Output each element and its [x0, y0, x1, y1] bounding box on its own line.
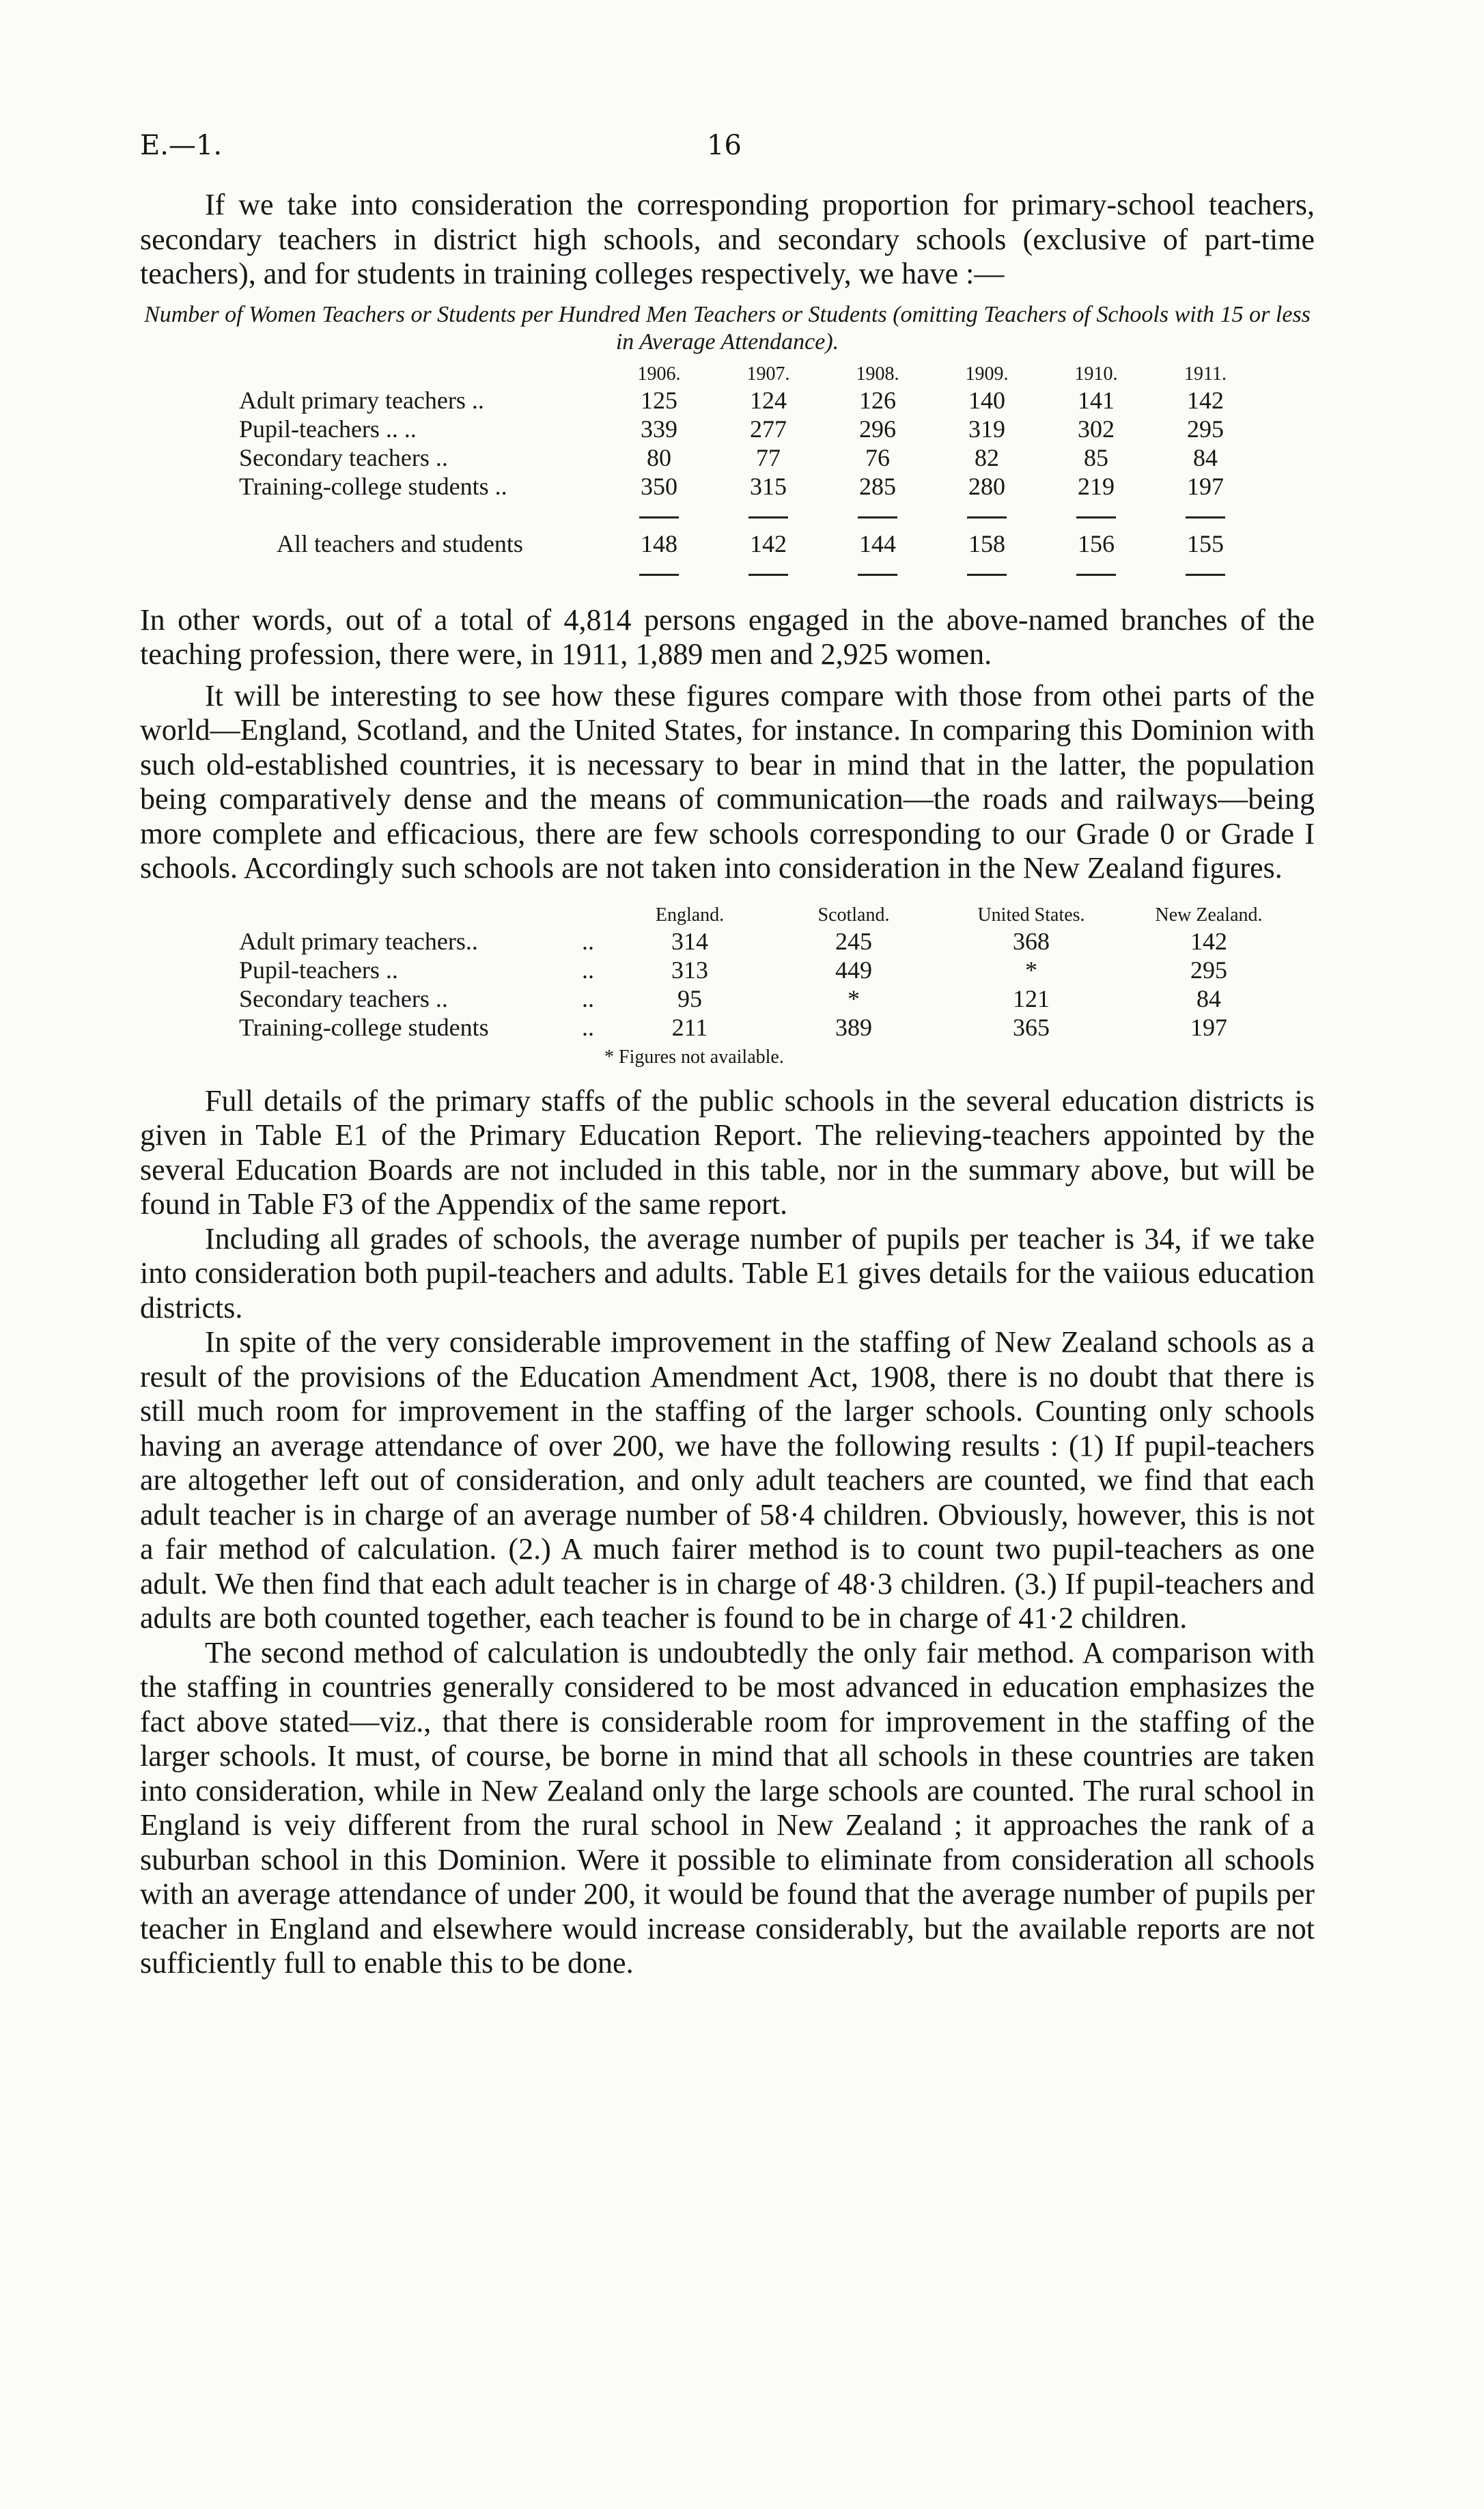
table-cell: 148 — [641, 529, 677, 557]
table-cell: 339 — [641, 415, 677, 443]
paragraph-staffing-improvement: In spite of the very considerable improvement in the staffing of New Zealand schools as a result of the provisions of the Education Amendment Act, 1908, there is no doubt that there is still much room for improvement in the staffing of the larger schools. Counting only schools having an average attendance of over 200, we have the following results : (1) If pupil-teachers are altogether left out of consideration, and only adult teachers are counted, we find that each adult teacher is in charge of an average number of 58·4 children. Obviously, however, this is not a fair method of calculation. (2.) A much fairer method is to count two pupil-teachers as one adult. We then find that each adult teacher is in charge of 48·3 children. (3.) If pupil-teachers and adults are both counted together, each teacher is found to be in charge of 41·2 children. — [140, 1325, 1315, 1635]
table-cell: 449 — [835, 956, 872, 984]
horizontal-rule — [967, 516, 1007, 518]
table-cell: 389 — [835, 1013, 872, 1041]
paragraph-comparison: It will be interesting to see how these figures compare with those from othei parts of the world—England, Scotland, and the United States, for instance. In comparing this Dominion with such old-established countries, it is necessary to bear in mind that in the latter, the population being comparatively dense and the means of communication—the roads and railways—being more complete and efficacious, there are few schools corresponding to our Grade 0 or Grade I schools. Accordingly such schools are not taken into consideration in the New Zealand figures. — [140, 678, 1315, 885]
table-row — [239, 443, 1260, 472]
row-leader: .. — [582, 956, 594, 984]
horizontal-rule — [639, 574, 679, 576]
table-cell: 80 — [647, 443, 671, 471]
table-cell: 85 — [1084, 443, 1108, 471]
table-cell: 211 — [671, 1013, 708, 1041]
table-cell: * — [1025, 956, 1037, 984]
paragraph-intro: If we take into consideration the corresponding proportion for primary-school teachers, secondary teachers in district high schools, and secondary schools (exclusive of part-time teachers), and for students in training colleges respectively, we have :— — [140, 188, 1315, 290]
table-header-row — [239, 363, 1260, 386]
table-cell: 315 — [750, 472, 787, 500]
table-cell: 95 — [677, 984, 702, 1012]
table-cell: 121 — [1013, 984, 1050, 1012]
table-cell: 77 — [756, 443, 781, 471]
horizontal-rule — [858, 574, 897, 576]
column-header: United States. — [977, 904, 1085, 926]
row-label: Secondary teachers .. — [239, 984, 448, 1012]
year-header: 1907. — [746, 363, 790, 385]
table-cell: 302 — [1078, 415, 1115, 443]
table-cell: 142 — [1190, 927, 1227, 955]
table-cell: 350 — [641, 472, 677, 500]
table-cell: 142 — [750, 529, 787, 557]
paragraph-second-method: The second method of calculation is undoubtedly the only fair method. A comparison with the staffing in countries generally considered to be most advanced in education emphasizes the fact above stated—viz., that there is considerable room for improvement in the staffing of the larger schools. It must, of course, be borne in mind that all schools in these countries are taken into consideration, while in New Zealand only the large schools are counted. The rural school in England is veiy different from the rural school in New Zealand ; it approaches the rank of a suburban school in this Dominion. Were it possible to eliminate from consideration all schools with an average attendance of under 200, it would be found that the average number of pupils per teacher in England and elsewhere would increase considerably, but the available reports are not sufficiently full to enable this to be done. — [140, 1635, 1315, 1980]
row-label: Training-college students .. — [239, 472, 507, 500]
table-cell: 319 — [968, 415, 1005, 443]
row-label: Training-college students — [239, 1013, 489, 1041]
horizontal-rule — [967, 574, 1007, 576]
page-number: 16 — [707, 130, 742, 161]
table-cell: 314 — [671, 927, 708, 955]
horizontal-rule — [1186, 574, 1225, 576]
table-cell: 144 — [859, 529, 896, 557]
table-cell: 368 — [1013, 927, 1050, 955]
table-row — [239, 386, 1260, 415]
table-row — [239, 415, 1260, 443]
horizontal-rule — [639, 516, 679, 518]
table-caption: Number of Women Teachers or Students per Hundred Men Teachers or Students (omitting Teachers of Schools with 15 or less in Average Attendance). — [144, 301, 1311, 355]
paragraph-totals: In other words, out of a total of 4,814 persons engaged in the above-named branches of the teaching profession, there were, in 1911, 1,889 men and 2,925 women. — [140, 602, 1315, 671]
column-header: New Zealand. — [1155, 904, 1263, 926]
table-cell: 313 — [671, 956, 708, 984]
horizontal-rule — [748, 574, 788, 576]
paragraph-pupils-per-teacher: Including all grades of schools, the average number of pupils per teacher is 34, if we take into consideration both pupil-teachers and adults. Table E1 gives details for the vaiious education districts. — [140, 1221, 1315, 1325]
table-cell: 142 — [1187, 386, 1224, 414]
table-cell: 76 — [865, 443, 890, 471]
horizontal-rule — [1076, 516, 1116, 518]
column-header: England. — [655, 904, 725, 926]
table-cell: * — [848, 984, 860, 1012]
table-rule-row — [239, 558, 1260, 587]
horizontal-rule — [1076, 574, 1116, 576]
table-cell: 84 — [1196, 984, 1221, 1012]
row-label: Pupil-teachers .. .. — [239, 415, 417, 443]
table-cell: 156 — [1078, 529, 1115, 557]
table-row — [239, 1013, 1291, 1042]
row-leader: .. — [582, 984, 594, 1012]
document-body — [140, 188, 1315, 1981]
table-cell: 141 — [1078, 386, 1115, 414]
table-footnote: * Figures not available. — [604, 1046, 784, 1068]
country-comparison-table — [239, 904, 1291, 1042]
table-rule-row — [239, 501, 1260, 529]
horizontal-rule — [748, 516, 788, 518]
document-reference: E.—1. — [140, 130, 223, 161]
row-label: Pupil-teachers .. — [239, 956, 398, 984]
table-cell: 158 — [968, 529, 1005, 557]
table-cell: 245 — [835, 927, 872, 955]
paragraph-staff-details: Full details of the primary staffs of the public schools in the several education districts is given in Table E1 of the Primary Education Report. The relieving-teachers appointed by the several Education Boards are not included in this table, nor in the summary above, but will be found in Table F3 of the Appendix of the same report. — [140, 1083, 1315, 1221]
total-label: All teachers and students — [277, 529, 523, 557]
year-header: 1909. — [965, 363, 1009, 385]
table-cell: 285 — [859, 472, 896, 500]
table-cell: 140 — [968, 386, 1005, 414]
table-cell: 295 — [1190, 956, 1227, 984]
table-header-row — [239, 904, 1291, 927]
table-cell: 125 — [641, 386, 677, 414]
table-cell: 197 — [1190, 1013, 1227, 1041]
table-row — [239, 472, 1260, 501]
row-label: Secondary teachers .. — [239, 443, 448, 471]
table-cell: 82 — [975, 443, 999, 471]
women-per-hundred-men-table — [239, 363, 1260, 587]
year-header: 1910. — [1074, 363, 1118, 385]
table-cell: 280 — [968, 472, 1005, 500]
table-cell: 219 — [1078, 472, 1115, 500]
table-cell: 84 — [1193, 443, 1218, 471]
page-header — [140, 130, 1308, 171]
year-header: 1906. — [637, 363, 681, 385]
table-total-row — [239, 529, 1260, 558]
row-label: Adult primary teachers .. — [239, 386, 484, 414]
row-label: Adult primary teachers.. — [239, 927, 478, 955]
table-cell: 126 — [859, 386, 896, 414]
table-row — [239, 956, 1291, 984]
table-cell: 277 — [750, 415, 787, 443]
column-header: Scotland. — [817, 904, 890, 926]
table-cell: 295 — [1187, 415, 1224, 443]
table-cell: 197 — [1187, 472, 1224, 500]
row-leader: .. — [582, 927, 594, 955]
row-leader: .. — [582, 1013, 594, 1041]
table-cell: 365 — [1013, 1013, 1050, 1041]
horizontal-rule — [858, 516, 897, 518]
table-row — [239, 927, 1291, 956]
table-cell: 124 — [750, 386, 787, 414]
year-header: 1911. — [1184, 363, 1227, 385]
table-row — [239, 984, 1291, 1013]
table-cell: 155 — [1187, 529, 1224, 557]
year-header: 1908. — [856, 363, 899, 385]
table-cell: 296 — [859, 415, 896, 443]
horizontal-rule — [1186, 516, 1225, 518]
